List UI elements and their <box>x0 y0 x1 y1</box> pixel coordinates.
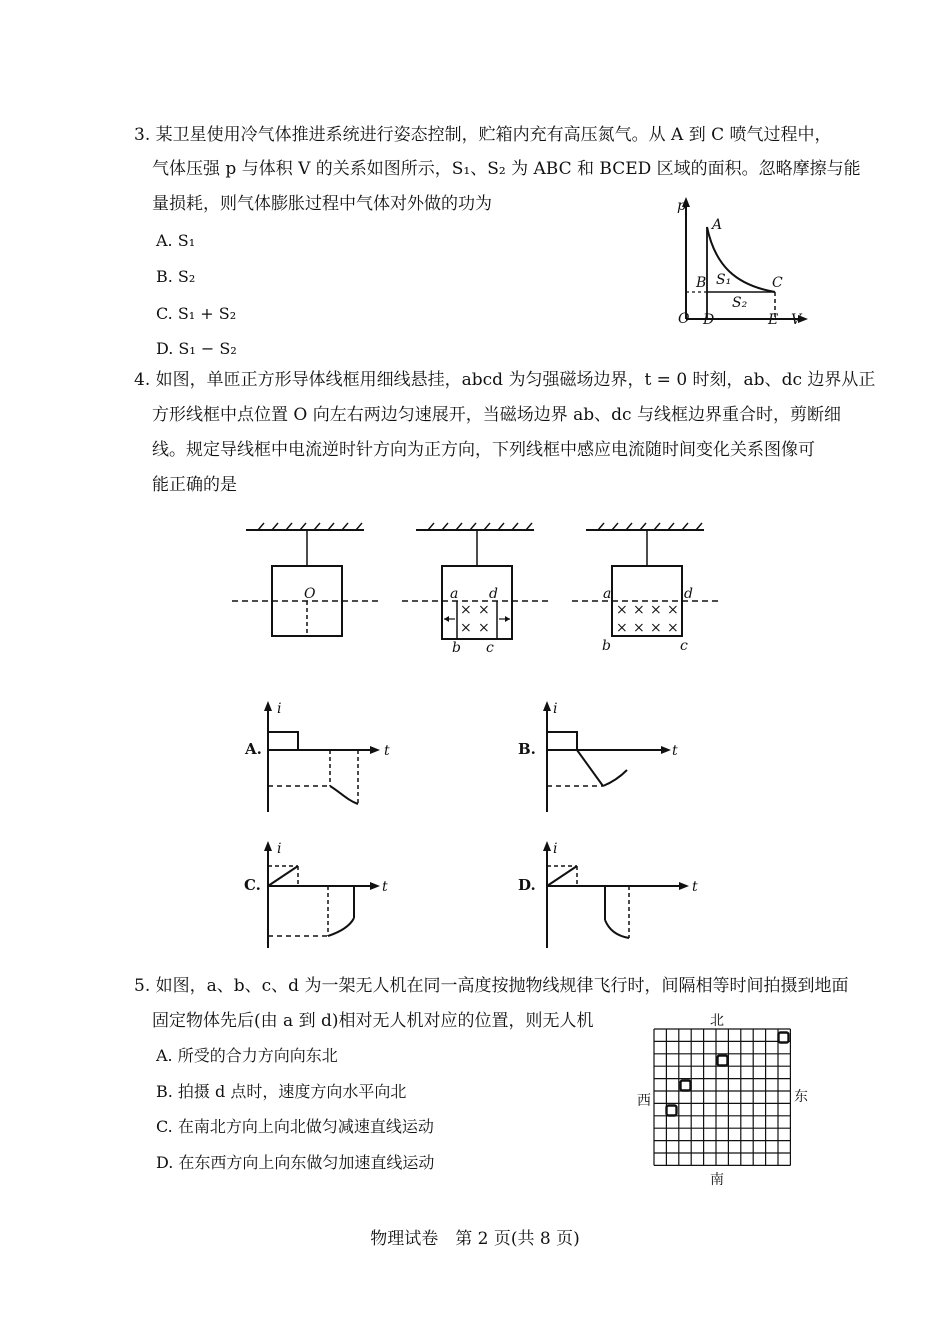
grid-lines <box>654 1029 790 1165</box>
q5-compass-south: 南 <box>710 1172 724 1188</box>
q4-graph-c-x: t <box>382 879 388 895</box>
q4-figure-3 <box>572 518 722 648</box>
q4-fig3-label-c: c <box>680 638 688 654</box>
q5-option-c: C. 在南北方向上向北做匀减速直线运动 <box>156 1117 434 1136</box>
q3-label-v: V <box>791 312 802 328</box>
q4-line-3: 线。规定导线框中电流逆时针方向为正方向，下列线框中感应电流随时间变化关系图像可 <box>152 440 815 460</box>
q4-fig2-label-c: c <box>486 640 494 656</box>
q3-option-b: B. S₂ <box>156 267 196 286</box>
q4-graph-d <box>541 840 691 955</box>
q4-graph-a-x: t <box>384 743 390 759</box>
q3-label-p: p <box>677 198 686 214</box>
page-footer: 物理试卷 第 2 页(共 8 页) <box>370 1229 580 1249</box>
q4-fig3-label-d: d <box>684 586 693 602</box>
q5-option-b: B. 拍摄 d 点时，速度方向水平向北 <box>156 1082 407 1101</box>
point-b <box>718 1056 728 1066</box>
q4-fig2-label-b: b <box>452 640 461 656</box>
q4-fig3-field-5: × <box>616 620 628 636</box>
q5-line-1: 5. 如图，a、b、c、d 为一架无人机在同一高度按抛物线规律飞行时，间隔相等时间拍摄到地面 <box>134 976 849 996</box>
q4-figure-2 <box>402 518 552 648</box>
q4-graph-b <box>541 700 681 820</box>
q4-line-2: 方形线框中点位置 O 向左右两边匀速展开，当磁场边界 ab、dc 与线框边界重合时，剪断细 <box>152 405 841 425</box>
q3-option-d: D. S₁ − S₂ <box>156 339 237 358</box>
q3-option-c: C. S₁ + S₂ <box>156 304 237 323</box>
q4-graph-a <box>262 700 392 820</box>
q5-compass-east: 东 <box>794 1089 808 1105</box>
q3-label-e: E <box>768 312 779 328</box>
q5-compass-west: 西 <box>637 1093 651 1109</box>
point-c <box>681 1081 691 1091</box>
q3-label-s2: S₂ <box>732 295 748 311</box>
q4-graph-c-y: i <box>277 841 282 857</box>
q4-fig2-field-3: × <box>460 620 472 636</box>
point-d <box>667 1106 677 1116</box>
q4-fig3-label-a: a <box>603 586 612 602</box>
q4-fig2-label-d: d <box>489 586 498 602</box>
point-a <box>779 1033 789 1043</box>
q4-fig1-label-o: O <box>304 586 316 602</box>
q4-graph-a-label: A. <box>245 740 262 758</box>
q5-option-d: D. 在东西方向上向东做匀加速直线运动 <box>156 1153 435 1172</box>
q4-line-4: 能正确的是 <box>152 475 237 495</box>
q4-graph-d-x: t <box>692 879 698 895</box>
q4-fig3-field-6: × <box>633 620 645 636</box>
q5-grid <box>652 1027 792 1169</box>
q4-fig3-field-7: × <box>650 620 662 636</box>
q3-pv-graph <box>670 195 810 335</box>
q3-label-c: C <box>772 275 783 291</box>
q4-fig2-label-a: a <box>450 586 459 602</box>
q4-graph-c <box>262 840 392 955</box>
q4-fig3-field-8: × <box>667 620 679 636</box>
q4-fig3-label-b: b <box>602 638 611 654</box>
q4-graph-d-label: D. <box>518 876 536 894</box>
q3-option-a: A. S₁ <box>156 231 196 250</box>
q4-line-1: 4. 如图，单匝正方形导体线框用细线悬挂，abcd 为匀强磁场边界，t = 0 时刻，ab、dc 边界从正 <box>134 370 876 390</box>
q3-line-1: 3. 某卫星使用冷气体推进系统进行姿态控制，贮箱内充有高压氮气。从 A 到 C 喷气过程中， <box>134 125 832 145</box>
q4-fig3-field-2: × <box>633 602 645 618</box>
q3-label-s1: S₁ <box>716 272 732 288</box>
q4-graph-b-x: t <box>672 743 678 759</box>
q5-compass-north: 北 <box>710 1013 724 1029</box>
q4-graph-b-y: i <box>553 701 558 717</box>
q3-label-d: D <box>703 312 715 328</box>
q3-line-2: 气体压强 p 与体积 V 的关系如图所示，S₁、S₂ 为 ABC 和 BCED 区域的面积。忽略摩擦与能 <box>152 159 861 179</box>
q3-label-o: O <box>678 311 690 327</box>
q4-graph-b-label: B. <box>518 740 536 758</box>
q4-fig2-field-1: × <box>460 602 472 618</box>
q5-line-2: 固定物体先后(由 a 到 d)相对无人机对应的位置，则无人机 <box>152 1011 594 1031</box>
q4-graph-c-label: C. <box>244 876 261 894</box>
q3-label-a: A <box>712 217 723 233</box>
q4-graph-d-y: i <box>553 841 558 857</box>
q3-line-3: 量损耗，则气体膨胀过程中气体对外做的功为 <box>152 194 492 214</box>
q4-fig3-field-1: × <box>616 602 628 618</box>
q5-option-a: A. 所受的合力方向向东北 <box>156 1046 338 1065</box>
q3-label-b: B <box>696 275 707 291</box>
q4-fig2-field-2: × <box>478 602 490 618</box>
q4-fig3-field-3: × <box>650 602 662 618</box>
q4-fig3-field-4: × <box>667 602 679 618</box>
q4-figure-1 <box>232 518 382 648</box>
q4-graph-a-y: i <box>277 701 282 717</box>
q4-fig2-field-4: × <box>478 620 490 636</box>
